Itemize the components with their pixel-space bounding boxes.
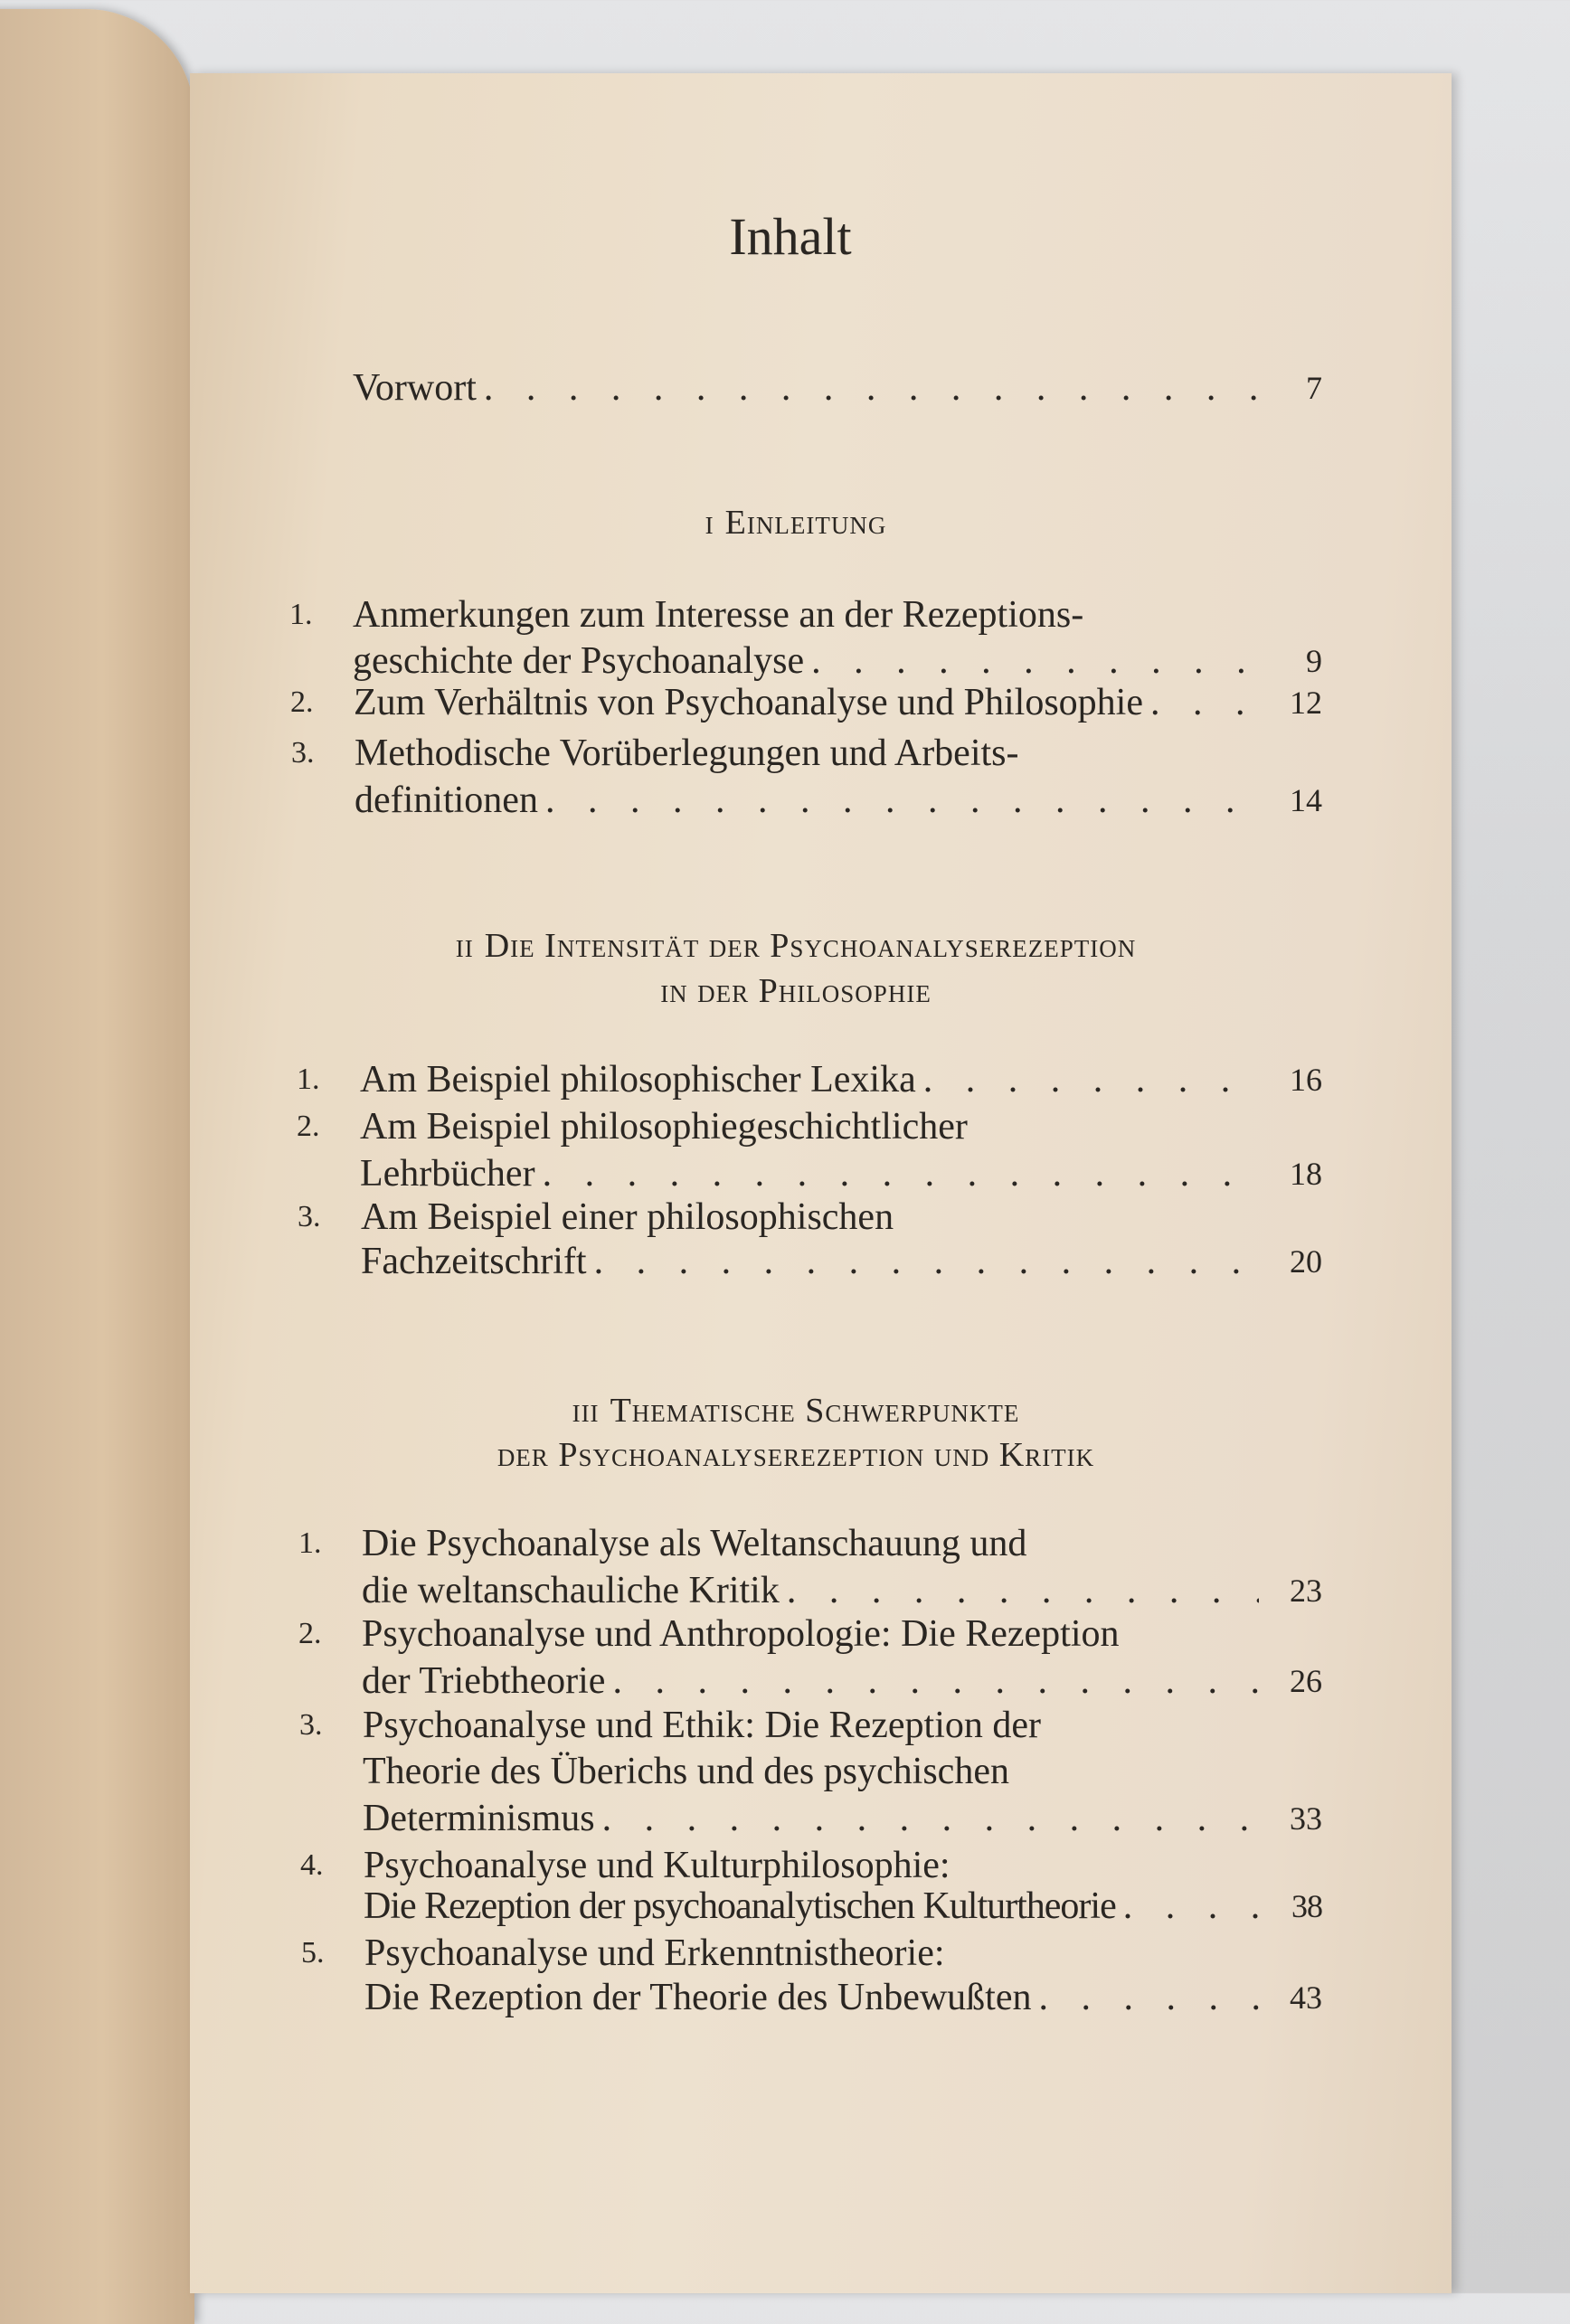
entry-text: Die Rezeption der psychoanalytischen Kulturtheorie (364, 1885, 1116, 1927)
entry-text: die weltanschauliche Kritik (362, 1570, 780, 1611)
entry-text: Zum Verhältnis von Psychoanalyse und Philosophie (354, 682, 1143, 723)
entry-text: Fachzeitschrift (361, 1241, 587, 1282)
entry-text: Psychoanalyse und Ethik: Die Rezeption der (363, 1705, 1041, 1746)
toc-entry (297, 1057, 1322, 1102)
toc-entry (300, 1843, 1322, 1888)
page-number: 26 (1290, 1663, 1322, 1699)
toc-entry-cont (360, 1151, 1322, 1196)
page-number: 18 (1290, 1156, 1322, 1192)
entry-text: Die Psychoanalyse als Weltanschauung und (362, 1523, 1027, 1564)
entry-number: 3. (298, 1200, 321, 1233)
page-number: 20 (1290, 1243, 1322, 1280)
entry-text: Methodische Vorüberlegungen und Arbeits- (355, 732, 1019, 774)
entry-text: Lehrbücher (360, 1153, 535, 1195)
toc-entry-vorwort (353, 365, 1322, 411)
toc-entry-cont (363, 1749, 1322, 1794)
toc-entry (297, 1104, 1322, 1149)
toc-entry (290, 680, 1322, 725)
toc-entry-cont (353, 638, 1322, 684)
toc-entry-cont (361, 1239, 1322, 1284)
toc-entry (291, 731, 1322, 776)
toc-entry (298, 1521, 1322, 1566)
dot-leader (923, 1057, 1259, 1102)
page-number: 43 (1290, 1979, 1322, 2016)
entry-text: Psychoanalyse und Kulturphilosophie: (364, 1845, 951, 1886)
entry-text: Theorie des Überichs und des psychischen (363, 1751, 1009, 1792)
toc-entry-cont (362, 1568, 1322, 1613)
entry-text: definitionen (355, 779, 538, 821)
entry-text: Psychoanalyse und Anthropologie: Die Rezeption (362, 1613, 1120, 1655)
dot-leader (1150, 680, 1259, 725)
toc-entry-cont (362, 1658, 1322, 1704)
entry-text: der Triebtheorie (362, 1660, 606, 1702)
entry-number: 4. (300, 1848, 324, 1882)
entry-number: 5. (301, 1936, 325, 1970)
dot-leader (545, 778, 1259, 823)
section-heading-2-cont: in der Philosophie (660, 972, 932, 1010)
page-title: Inhalt (729, 207, 852, 266)
page-number: 16 (1290, 1062, 1322, 1098)
section-heading-3-cont: der Psychoanalyserezeption und Kritik (497, 1436, 1095, 1474)
toc-entry (289, 592, 1322, 638)
entry-number: 1. (297, 1063, 320, 1096)
left-page-edge (0, 9, 194, 2324)
toc-entry (299, 1703, 1322, 1748)
entry-text: geschichte der Psychoanalyse (353, 640, 805, 682)
toc-entry-cont (364, 1884, 1322, 1929)
dot-leader (543, 1151, 1259, 1196)
entry-number: 3. (291, 736, 315, 770)
entry-text: Anmerkungen zum Interesse an der Rezeptions- (353, 594, 1084, 636)
dot-leader (1123, 1884, 1259, 1929)
entry-number: 1. (289, 598, 313, 631)
entry-text: Am Beispiel einer philosophischen (361, 1196, 894, 1238)
entry-number: 2. (297, 1110, 320, 1143)
dot-leader (612, 1658, 1259, 1704)
toc-entry-cont (364, 1975, 1322, 2020)
toc-entry (301, 1931, 1322, 1976)
entry-number: 3. (299, 1708, 323, 1742)
entry-text: Determinismus (363, 1798, 595, 1839)
entry-number: 1. (298, 1526, 322, 1560)
dot-leader (594, 1239, 1259, 1284)
entry-text: Die Rezeption der Theorie des Unbewußten (364, 1977, 1032, 2018)
section-heading-3: iii Thematische Schwerpunkte (572, 1392, 1020, 1430)
entry-text: Am Beispiel philosophiegeschichtlicher (360, 1106, 968, 1148)
entry-text: Am Beispiel philosophischer Lexika (360, 1059, 916, 1101)
dot-leader (1038, 1975, 1259, 2020)
dot-leader (811, 638, 1259, 684)
section-heading-1: i Einleitung (705, 504, 887, 542)
section-heading-2: ii Die Intensität der Psychoanalyserezeption (455, 927, 1137, 965)
entry-number: 2. (298, 1617, 322, 1650)
entry-number: 2. (290, 685, 314, 719)
page-number: 33 (1290, 1800, 1322, 1837)
toc-entry-cont (363, 1796, 1322, 1841)
page-number: 14 (1290, 782, 1322, 818)
page-number: 7 (1306, 370, 1322, 406)
toc-entry (298, 1195, 1322, 1240)
page-number: 38 (1291, 1888, 1322, 1924)
page-number: 9 (1306, 643, 1322, 679)
dot-leader (787, 1568, 1259, 1613)
page-number: 23 (1290, 1573, 1322, 1609)
dot-leader (602, 1796, 1259, 1841)
dot-leader (484, 365, 1259, 411)
toc-entry (298, 1611, 1322, 1657)
page-number: 12 (1290, 685, 1322, 721)
entry-text: Vorwort (353, 367, 477, 409)
toc-entry-cont (355, 778, 1322, 823)
entry-text: Psychoanalyse und Erkenntnistheorie: (364, 1932, 945, 1974)
